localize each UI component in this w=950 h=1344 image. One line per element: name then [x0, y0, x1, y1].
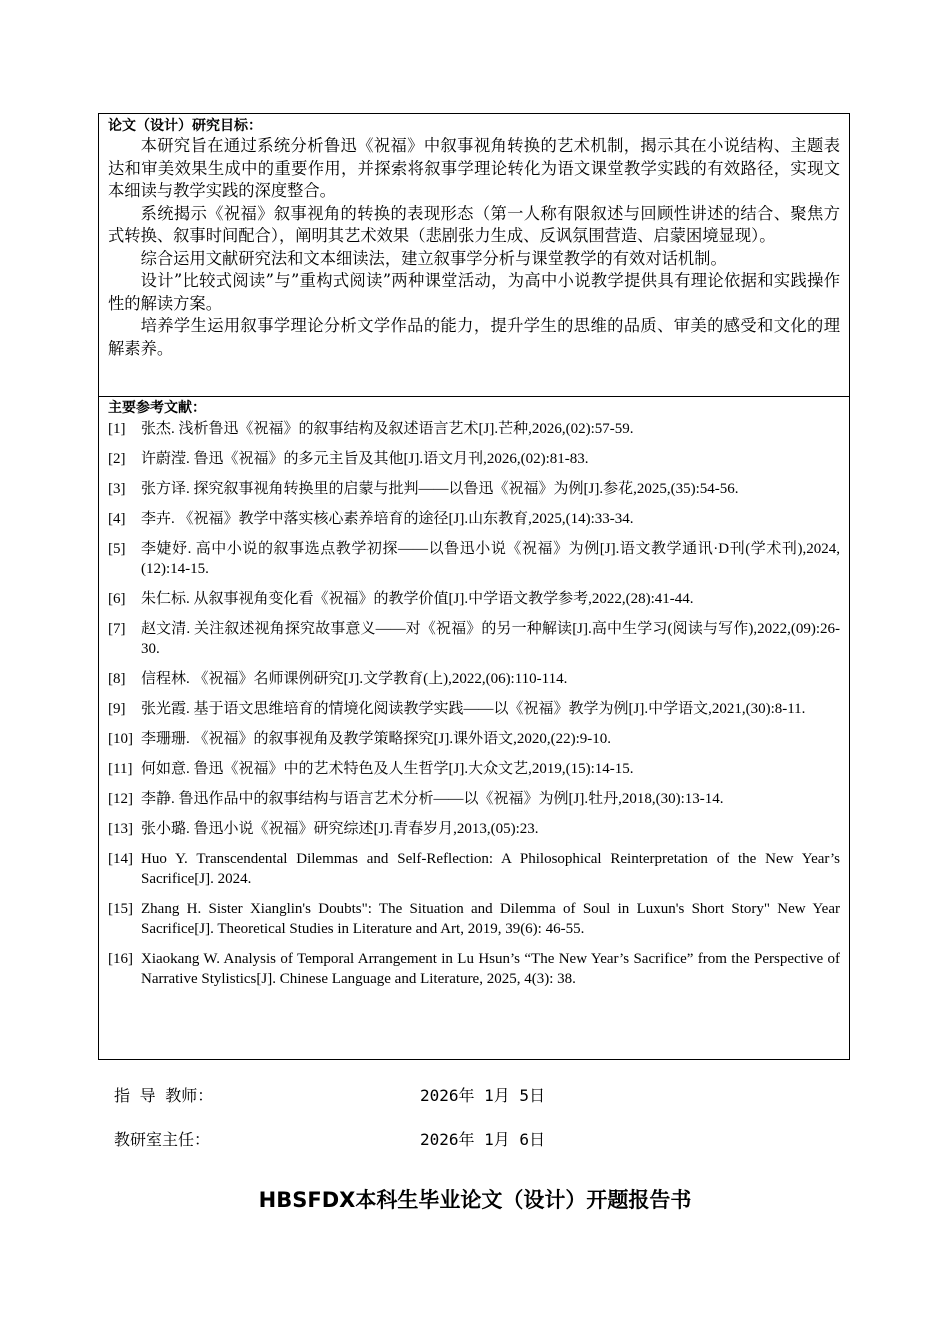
- reference-text: 何如意. 鲁迅《祝福》中的艺术特色及人生哲学[J].大众文艺,2019,(15):14-15.: [141, 761, 634, 777]
- reference-item: [108, 819, 840, 839]
- reference-text: 张小璐. 鲁迅小说《祝福》研究综述[J].青春岁月,2013,(05):23.: [141, 821, 539, 837]
- reference-number: [9]: [108, 701, 126, 717]
- reference-text: 李珊珊. 《祝福》的叙事视角及教学策略探究[J].课外语文,2020,(22):9-10.: [141, 731, 611, 747]
- research-goals-heading: 论文（设计）研究目标：: [108, 118, 262, 134]
- reference-text: 李静. 鲁迅作品中的叙事结构与语言艺术分析——以《祝福》为例[J].牡丹,2018,(30):13-14.: [141, 791, 724, 807]
- reference-item: [108, 419, 840, 439]
- reference-item: [108, 669, 840, 689]
- goal-paragraph: 综合运用文献研究法和文本细读法，建立叙事学分析与课堂教学的有效对话机制。: [140, 248, 727, 268]
- reference-item: [108, 699, 840, 719]
- report-title: HBSFDX本科生毕业论文（设计）开题报告书: [258, 1188, 692, 1212]
- reference-item: [108, 899, 840, 939]
- reference-number: [16]: [108, 951, 133, 967]
- reference-text: 张光霞. 基于语文思维培育的情境化阅读教学实践——以《祝福》教学为例[J].中学语文,2021,(30):8-11.: [141, 701, 806, 717]
- reference-item: [108, 509, 840, 529]
- reference-number: [1]: [108, 421, 126, 437]
- reference-number: [4]: [108, 511, 126, 527]
- reference-text: 赵文清. 关注叙述视角探究故事意义——对《祝福》的另一种解读[J].高中生学习(阅读与写作),2022,(09):26-30.: [141, 621, 840, 657]
- reference-item: [108, 449, 840, 469]
- reference-text: 张方译. 探究叙事视角转换里的启蒙与批判——以鲁迅《祝福》为例[J].参花,2025,(35):54-56.: [141, 481, 739, 497]
- reference-number: [7]: [108, 621, 126, 637]
- research-goals-section: [99, 114, 849, 397]
- reference-text: 信程林. 《祝福》名师课例研究[J].文学教育(上),2022,(06):110-114.: [141, 671, 568, 687]
- report-table: [98, 113, 850, 1060]
- reference-text: Xiaokang W. Analysis of Temporal Arrangement in Lu Hsun’s “The New Year’s Sacrifice” from the Perspective of Narrative Stylistics[J]. Chinese Language and Literature, 2025, 4(3): 38.: [141, 951, 840, 987]
- reference-item: [108, 789, 840, 809]
- references-heading: 主要参考文献：: [108, 400, 206, 416]
- reference-number: [13]: [108, 821, 133, 837]
- advisor-label: 指 导 教师：: [114, 1086, 214, 1105]
- reference-number: [5]: [108, 541, 126, 557]
- reference-text: 许蔚滢. 鲁迅《祝福》的多元主旨及其他[J].语文月刊,2026,(02):81-83.: [141, 451, 589, 467]
- reference-number: [3]: [108, 481, 126, 497]
- reference-item: [108, 729, 840, 749]
- reference-text: Zhang H. Sister Xianglin's Doubts": The Situation and Dilemma of Soul in Luxun's Short Story" New Year Sacrifice[J]. Theoretical Studies in Literature and Art, 2019, 39(6): 46-55.: [141, 901, 840, 937]
- reference-item: [108, 479, 840, 499]
- goal-paragraph: 设计”比较式阅读”与”重构式阅读”两种课堂活动，为高中小说教学提供具有理论依据和实践操作性的解读方案。: [108, 271, 840, 313]
- reference-text: 朱仁标. 从叙事视角变化看《祝福》的教学价值[J].中学语文教学参考,2022,(28):41-44.: [141, 591, 694, 607]
- reference-text: Huo Y. Transcendental Dilemmas and Self-Reflection: A Philosophical Reinterpretation of the New Year’s Sacrifice[J]. 2024.: [141, 851, 840, 887]
- reference-item: [108, 619, 840, 659]
- advisor-date: 2026年 1月 5日: [420, 1086, 546, 1105]
- goal-paragraph: 本研究旨在通过系统分析鲁迅《祝福》中叙事视角转换的艺术机制，揭示其在小说结构、主题表达和审美效果生成中的重要作用，并探索将叙事学理论转化为语文课堂教学实践的有效路径，实现文本细读与教学实践的深度整合。: [108, 136, 840, 200]
- reference-item: [108, 539, 840, 579]
- reference-text: 张杰. 浅析鲁迅《祝福》的叙事结构及叙述语言艺术[J].芒种,2026,(02):57-59.: [141, 421, 634, 437]
- reference-list: [108, 419, 840, 989]
- reference-number: [15]: [108, 901, 133, 917]
- reference-number: [2]: [108, 451, 126, 467]
- reference-number: [12]: [108, 791, 133, 807]
- reference-item: [108, 949, 840, 989]
- reference-number: [11]: [108, 761, 133, 777]
- reference-number: [10]: [108, 731, 133, 747]
- director-label: 教研室主任：: [114, 1130, 211, 1149]
- reference-item: [108, 759, 840, 779]
- reference-number: [14]: [108, 851, 133, 867]
- goal-paragraph: 系统揭示《祝福》叙事视角的转换的表现形态（第一人称有限叙述与回顾性讲述的结合、聚焦方式转换、叙事时间配合），阐明其艺术效果（悲剧张力生成、反讽氛围营造、启蒙困境显现）。: [108, 203, 840, 245]
- reference-text: 李卉. 《祝福》教学中落实核心素养培育的途径[J].山东教育,2025,(14):33-34.: [141, 511, 634, 527]
- references-section: [99, 397, 849, 1059]
- director-date: 2026年 1月 6日: [420, 1130, 546, 1149]
- reference-item: [108, 849, 840, 889]
- reference-item: [108, 589, 840, 609]
- reference-text: 李婕妤. 高中小说的叙事选点教学初探——以鲁迅小说《祝福》为例[J].语文教学通讯·D刊(学术刊),2024,(12):14-15.: [141, 541, 840, 577]
- reference-number: [6]: [108, 591, 126, 607]
- reference-number: [8]: [108, 671, 126, 687]
- goal-paragraph: 培养学生运用叙事学理论分析文学作品的能力，提升学生的思维的品质、审美的感受和文化的理解素养。: [108, 316, 840, 358]
